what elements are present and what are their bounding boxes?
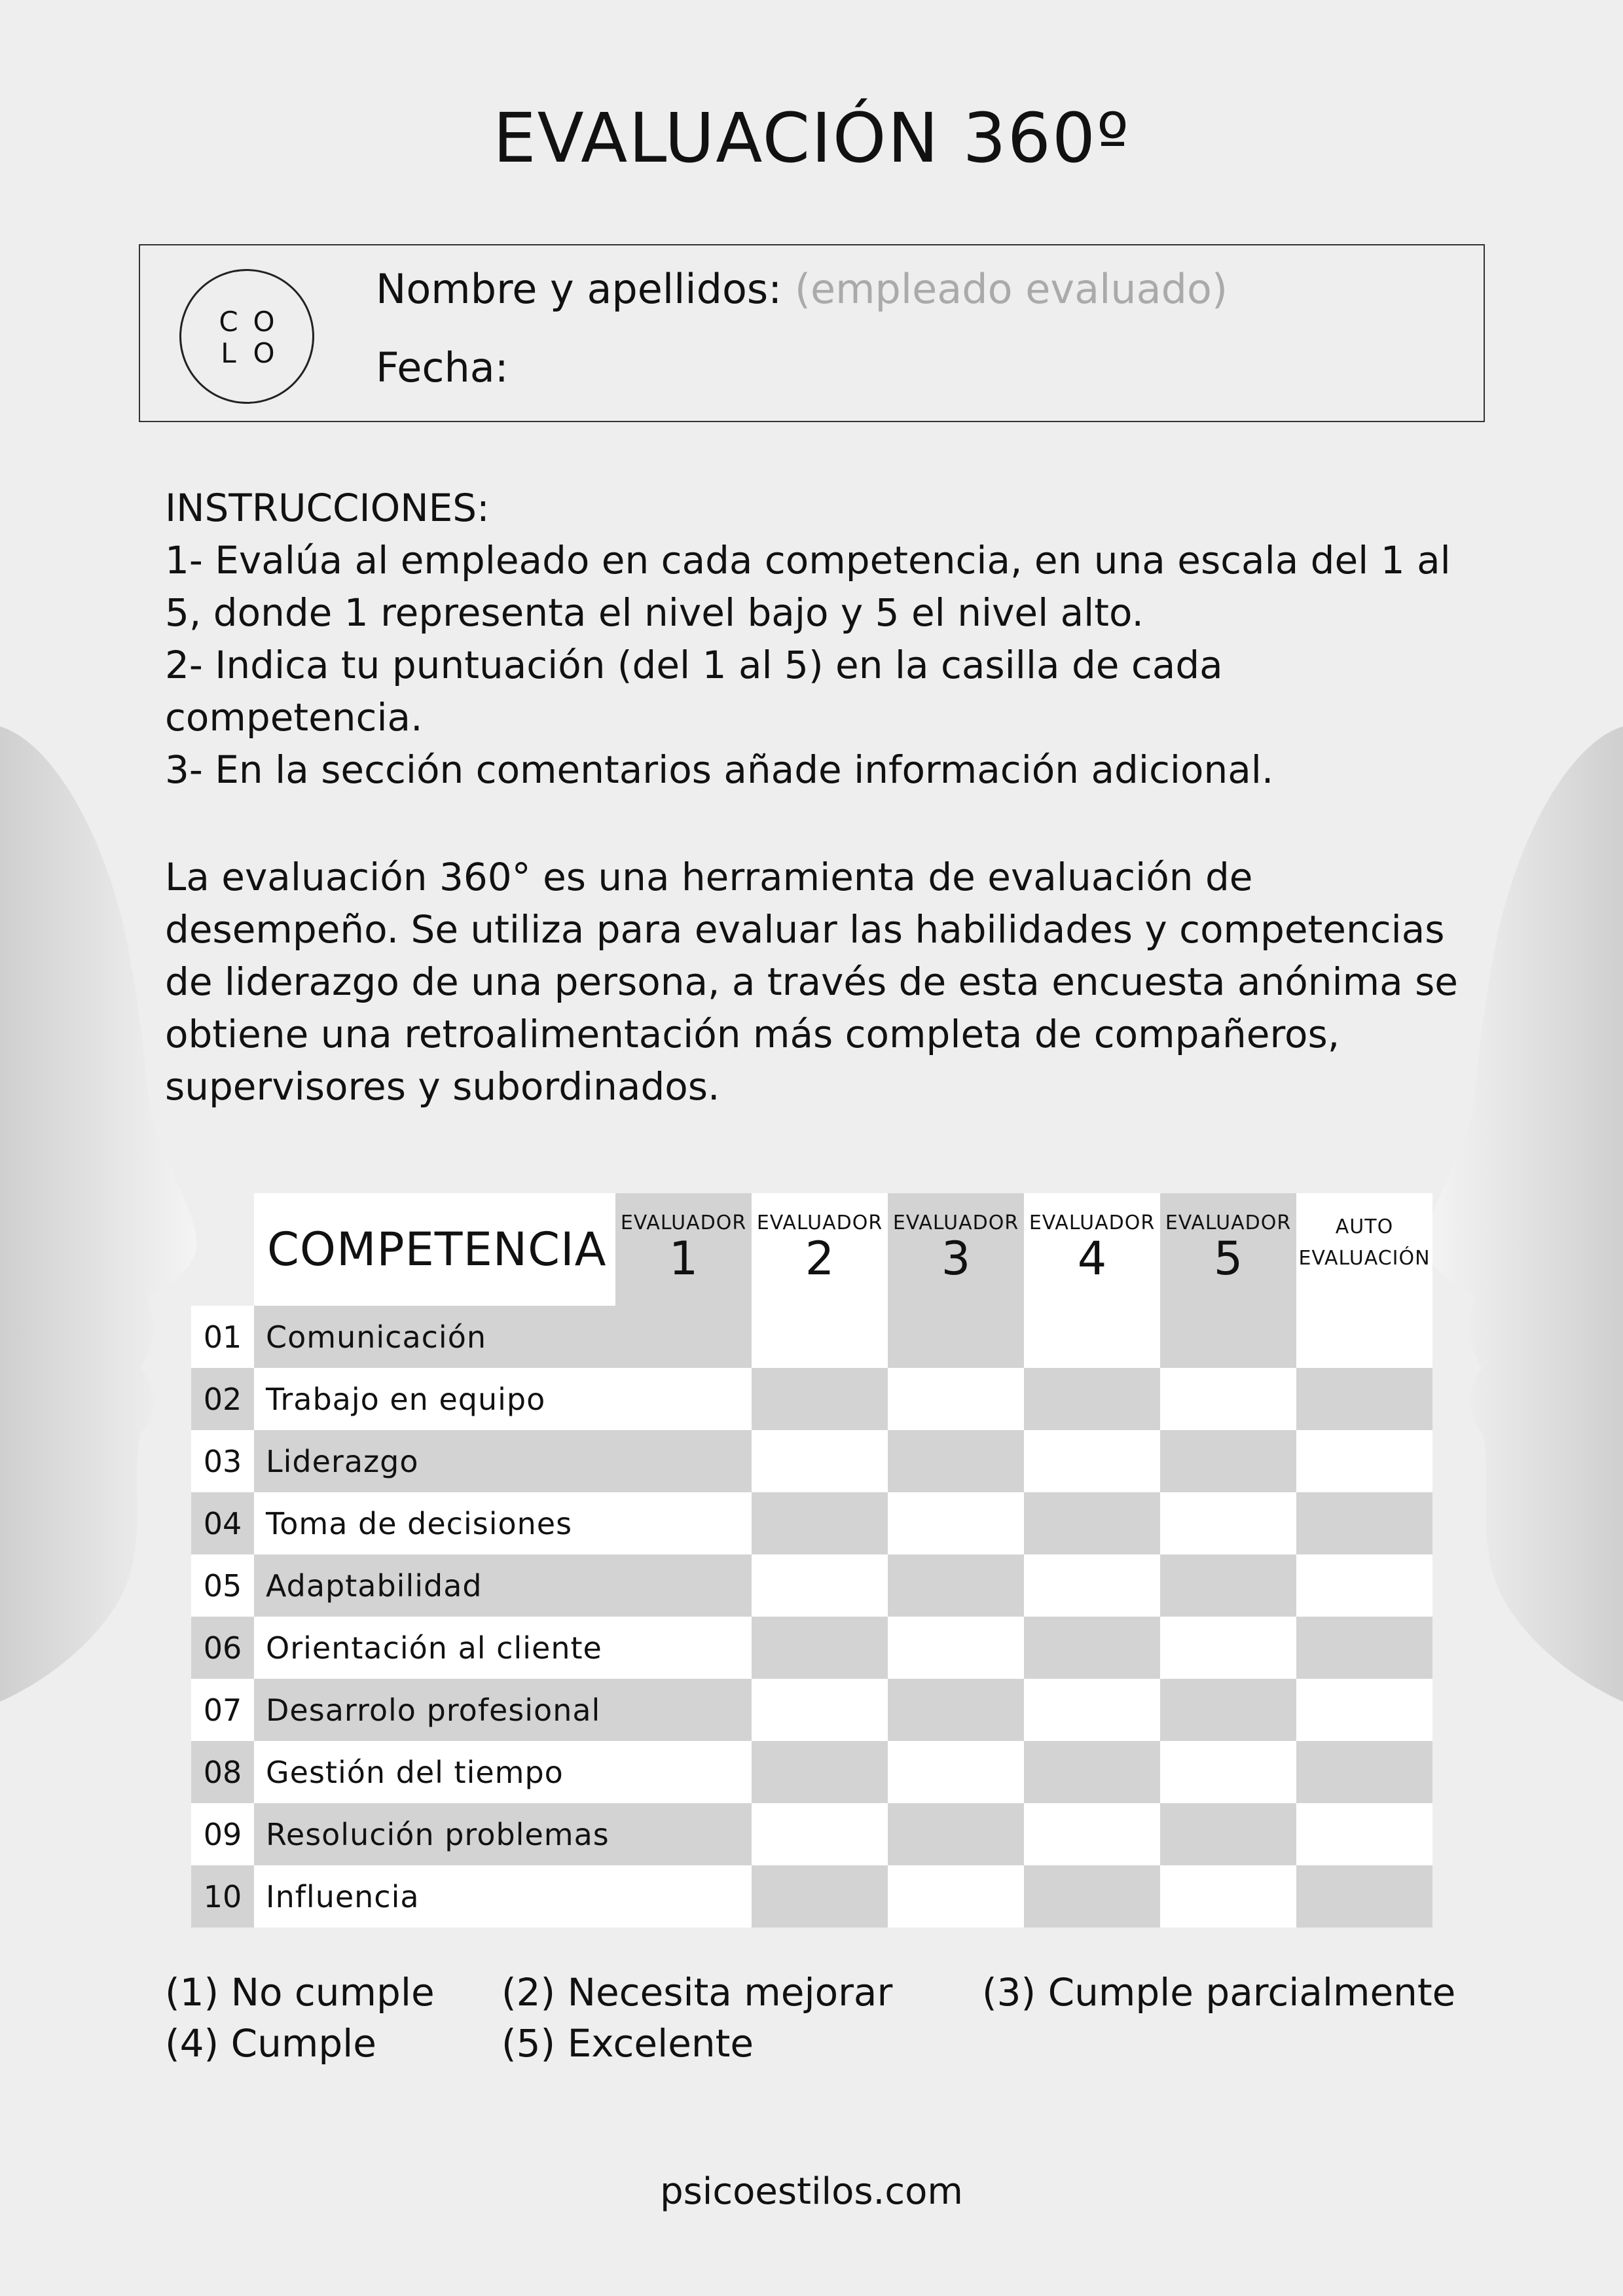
score-cell[interactable] xyxy=(1024,1741,1160,1803)
header-label: EVALUACIÓN xyxy=(1298,1247,1431,1270)
row-number: 05 xyxy=(191,1554,254,1617)
score-cell[interactable] xyxy=(1024,1803,1160,1865)
table-row xyxy=(191,1617,1432,1679)
score-cell[interactable] xyxy=(888,1617,1024,1679)
table-row xyxy=(191,1679,1432,1741)
logo-letter: C xyxy=(219,306,240,338)
competency-name: Adaptabilidad xyxy=(254,1554,615,1617)
score-cell[interactable] xyxy=(888,1430,1024,1492)
score-cell[interactable] xyxy=(1024,1865,1160,1928)
score-cell[interactable] xyxy=(1296,1492,1432,1554)
score-cell[interactable] xyxy=(1296,1803,1432,1865)
face-profile-right-image xyxy=(1407,655,1623,1754)
score-cell[interactable] xyxy=(1296,1368,1432,1430)
instructions-heading: INSTRUCCIONES: xyxy=(165,486,490,530)
header-label: EVALUADOR xyxy=(756,1211,883,1234)
colo-logo xyxy=(179,269,314,404)
header-evaluador-3 xyxy=(888,1193,1024,1306)
employee-info-box xyxy=(139,244,1485,422)
footer-website: psicoestilos.com xyxy=(660,2170,963,2213)
score-cell[interactable] xyxy=(888,1306,1024,1368)
header-competencia: COMPETENCIA xyxy=(254,1193,615,1306)
score-cell[interactable] xyxy=(752,1306,888,1368)
header-number: 1 xyxy=(668,1232,699,1285)
header-evaluador-2 xyxy=(752,1193,888,1306)
score-cell[interactable] xyxy=(1296,1617,1432,1679)
score-cell[interactable] xyxy=(1024,1554,1160,1617)
table-row xyxy=(191,1865,1432,1928)
header-label: EVALUADOR xyxy=(1165,1211,1292,1234)
header-number: 5 xyxy=(1213,1232,1243,1285)
competency-name: Gestión del tiempo xyxy=(254,1741,615,1803)
header-label: EVALUADOR xyxy=(892,1211,1019,1234)
competency-name: Liderazgo xyxy=(254,1430,615,1492)
row-number: 02 xyxy=(191,1368,254,1430)
score-cell[interactable] xyxy=(615,1306,752,1368)
score-cell[interactable] xyxy=(752,1368,888,1430)
score-cell[interactable] xyxy=(1296,1741,1432,1803)
logo-letter: O xyxy=(253,337,276,369)
table-row xyxy=(191,1306,1432,1368)
score-cell[interactable] xyxy=(752,1679,888,1741)
score-cell[interactable] xyxy=(752,1492,888,1554)
header-label: EVALUADOR xyxy=(1029,1211,1156,1234)
header-number: 2 xyxy=(805,1232,835,1285)
score-cell[interactable] xyxy=(888,1679,1024,1741)
scale-item: (3) Cumple parcialmente xyxy=(982,1970,1456,2015)
logo-letter: O xyxy=(253,306,276,338)
name-field[interactable] xyxy=(376,265,1228,313)
row-number: 03 xyxy=(191,1430,254,1492)
score-cell[interactable] xyxy=(752,1430,888,1492)
face-profile-left-image xyxy=(0,655,216,1754)
score-cell[interactable] xyxy=(1160,1617,1296,1679)
competency-name: Influencia xyxy=(254,1865,615,1928)
table-row xyxy=(191,1368,1432,1430)
score-cell[interactable] xyxy=(752,1617,888,1679)
score-cell[interactable] xyxy=(1024,1617,1160,1679)
description-paragraph: La evaluación 360° es una herramienta de evaluación de desempeño. Se utiliza para evaluar las habilidades y competencias de liderazgo de una persona, a través de esta encuesta anónima se obtiene una retroalimentación más completa de compañeros, supervisores y subordinados. xyxy=(165,855,1458,1109)
table-row xyxy=(191,1492,1432,1554)
score-cell[interactable] xyxy=(615,1430,752,1492)
row-number: 08 xyxy=(191,1741,254,1803)
header-number: 4 xyxy=(1077,1232,1107,1285)
score-cell[interactable] xyxy=(888,1741,1024,1803)
instruction-item: 3- En la sección comentarios añade información adicional. xyxy=(165,747,1274,792)
score-cell[interactable] xyxy=(1024,1306,1160,1368)
header-number: 3 xyxy=(941,1232,971,1285)
header-autoevaluacion xyxy=(1296,1193,1432,1306)
score-cell[interactable] xyxy=(1160,1803,1296,1865)
score-cell[interactable] xyxy=(752,1803,888,1865)
score-cell[interactable] xyxy=(1296,1679,1432,1741)
header-evaluador-1 xyxy=(615,1193,752,1306)
score-cell[interactable] xyxy=(1024,1679,1160,1741)
header-evaluador-5 xyxy=(1160,1193,1296,1306)
name-placeholder[interactable]: (empleado evaluado) xyxy=(794,265,1228,313)
header-label: AUTO xyxy=(1335,1215,1394,1238)
row-number: 06 xyxy=(191,1617,254,1679)
score-cell[interactable] xyxy=(1024,1368,1160,1430)
evaluation-table xyxy=(191,1193,1432,1928)
score-cell[interactable] xyxy=(1296,1865,1432,1928)
instructions xyxy=(165,482,1481,796)
date-label: Fecha: xyxy=(376,344,509,391)
header-evaluador-4 xyxy=(1024,1193,1160,1306)
score-cell[interactable] xyxy=(1160,1430,1296,1492)
score-cell[interactable] xyxy=(615,1803,752,1865)
scale-item: (4) Cumple xyxy=(165,2021,376,2066)
scale-item: (1) No cumple xyxy=(165,1970,435,2015)
score-cell[interactable] xyxy=(1296,1306,1432,1368)
score-cell[interactable] xyxy=(752,1741,888,1803)
score-cell[interactable] xyxy=(615,1368,752,1430)
score-cell[interactable] xyxy=(888,1865,1024,1928)
table-row xyxy=(191,1430,1432,1492)
scale-item: (5) Excelente xyxy=(501,2021,754,2066)
table-header-row xyxy=(191,1193,1432,1306)
instruction-item: 2- Indica tu puntuación (del 1 al 5) en la casilla de cada competencia. xyxy=(165,643,1223,740)
score-cell[interactable] xyxy=(1160,1554,1296,1617)
date-field[interactable] xyxy=(376,344,509,391)
score-cell[interactable] xyxy=(615,1617,752,1679)
row-number: 09 xyxy=(191,1803,254,1865)
row-number: 07 xyxy=(191,1679,254,1741)
score-cell[interactable] xyxy=(888,1368,1024,1430)
competency-name: Comunicación xyxy=(254,1306,615,1368)
score-cell[interactable] xyxy=(615,1554,752,1617)
page-title: EVALUACIÓN 360º xyxy=(492,98,1131,178)
score-cell[interactable] xyxy=(1160,1865,1296,1928)
row-number: 01 xyxy=(191,1306,254,1368)
competency-name: Toma de decisiones xyxy=(254,1492,615,1554)
table-row xyxy=(191,1741,1432,1803)
scale-item: (2) Necesita mejorar xyxy=(501,1970,893,2015)
score-cell[interactable] xyxy=(752,1865,888,1928)
score-cell[interactable] xyxy=(1160,1679,1296,1741)
score-cell[interactable] xyxy=(615,1679,752,1741)
table-row xyxy=(191,1554,1432,1617)
table-row xyxy=(191,1803,1432,1865)
name-label: Nombre y apellidos: xyxy=(376,265,782,313)
score-cell[interactable] xyxy=(1296,1554,1432,1617)
row-number: 04 xyxy=(191,1492,254,1554)
score-cell[interactable] xyxy=(888,1492,1024,1554)
header-number-blank xyxy=(191,1193,254,1306)
score-cell[interactable] xyxy=(888,1803,1024,1865)
competency-name: Desarrolo profesional xyxy=(254,1679,615,1741)
header-label: EVALUADOR xyxy=(620,1211,747,1234)
score-cell[interactable] xyxy=(615,1741,752,1803)
competency-name: Orientación al cliente xyxy=(254,1617,615,1679)
instruction-item: 1- Evalúa al empleado en cada competencia, en una escala del 1 al 5, donde 1 representa el nivel bajo y 5 el nivel alto. xyxy=(165,538,1451,635)
competency-name: Trabajo en equipo xyxy=(254,1368,615,1430)
competency-name: Resolución problemas xyxy=(254,1803,615,1865)
score-cell[interactable] xyxy=(752,1554,888,1617)
score-cell[interactable] xyxy=(888,1554,1024,1617)
logo-letter: L xyxy=(221,337,238,369)
score-cell[interactable] xyxy=(1160,1368,1296,1430)
score-cell[interactable] xyxy=(1160,1741,1296,1803)
score-cell[interactable] xyxy=(615,1865,752,1928)
score-cell[interactable] xyxy=(1296,1430,1432,1492)
score-cell[interactable] xyxy=(1160,1492,1296,1554)
row-number: 10 xyxy=(191,1865,254,1928)
score-cell[interactable] xyxy=(1160,1306,1296,1368)
score-cell[interactable] xyxy=(1024,1430,1160,1492)
score-cell[interactable] xyxy=(615,1492,752,1554)
score-cell[interactable] xyxy=(1024,1492,1160,1554)
